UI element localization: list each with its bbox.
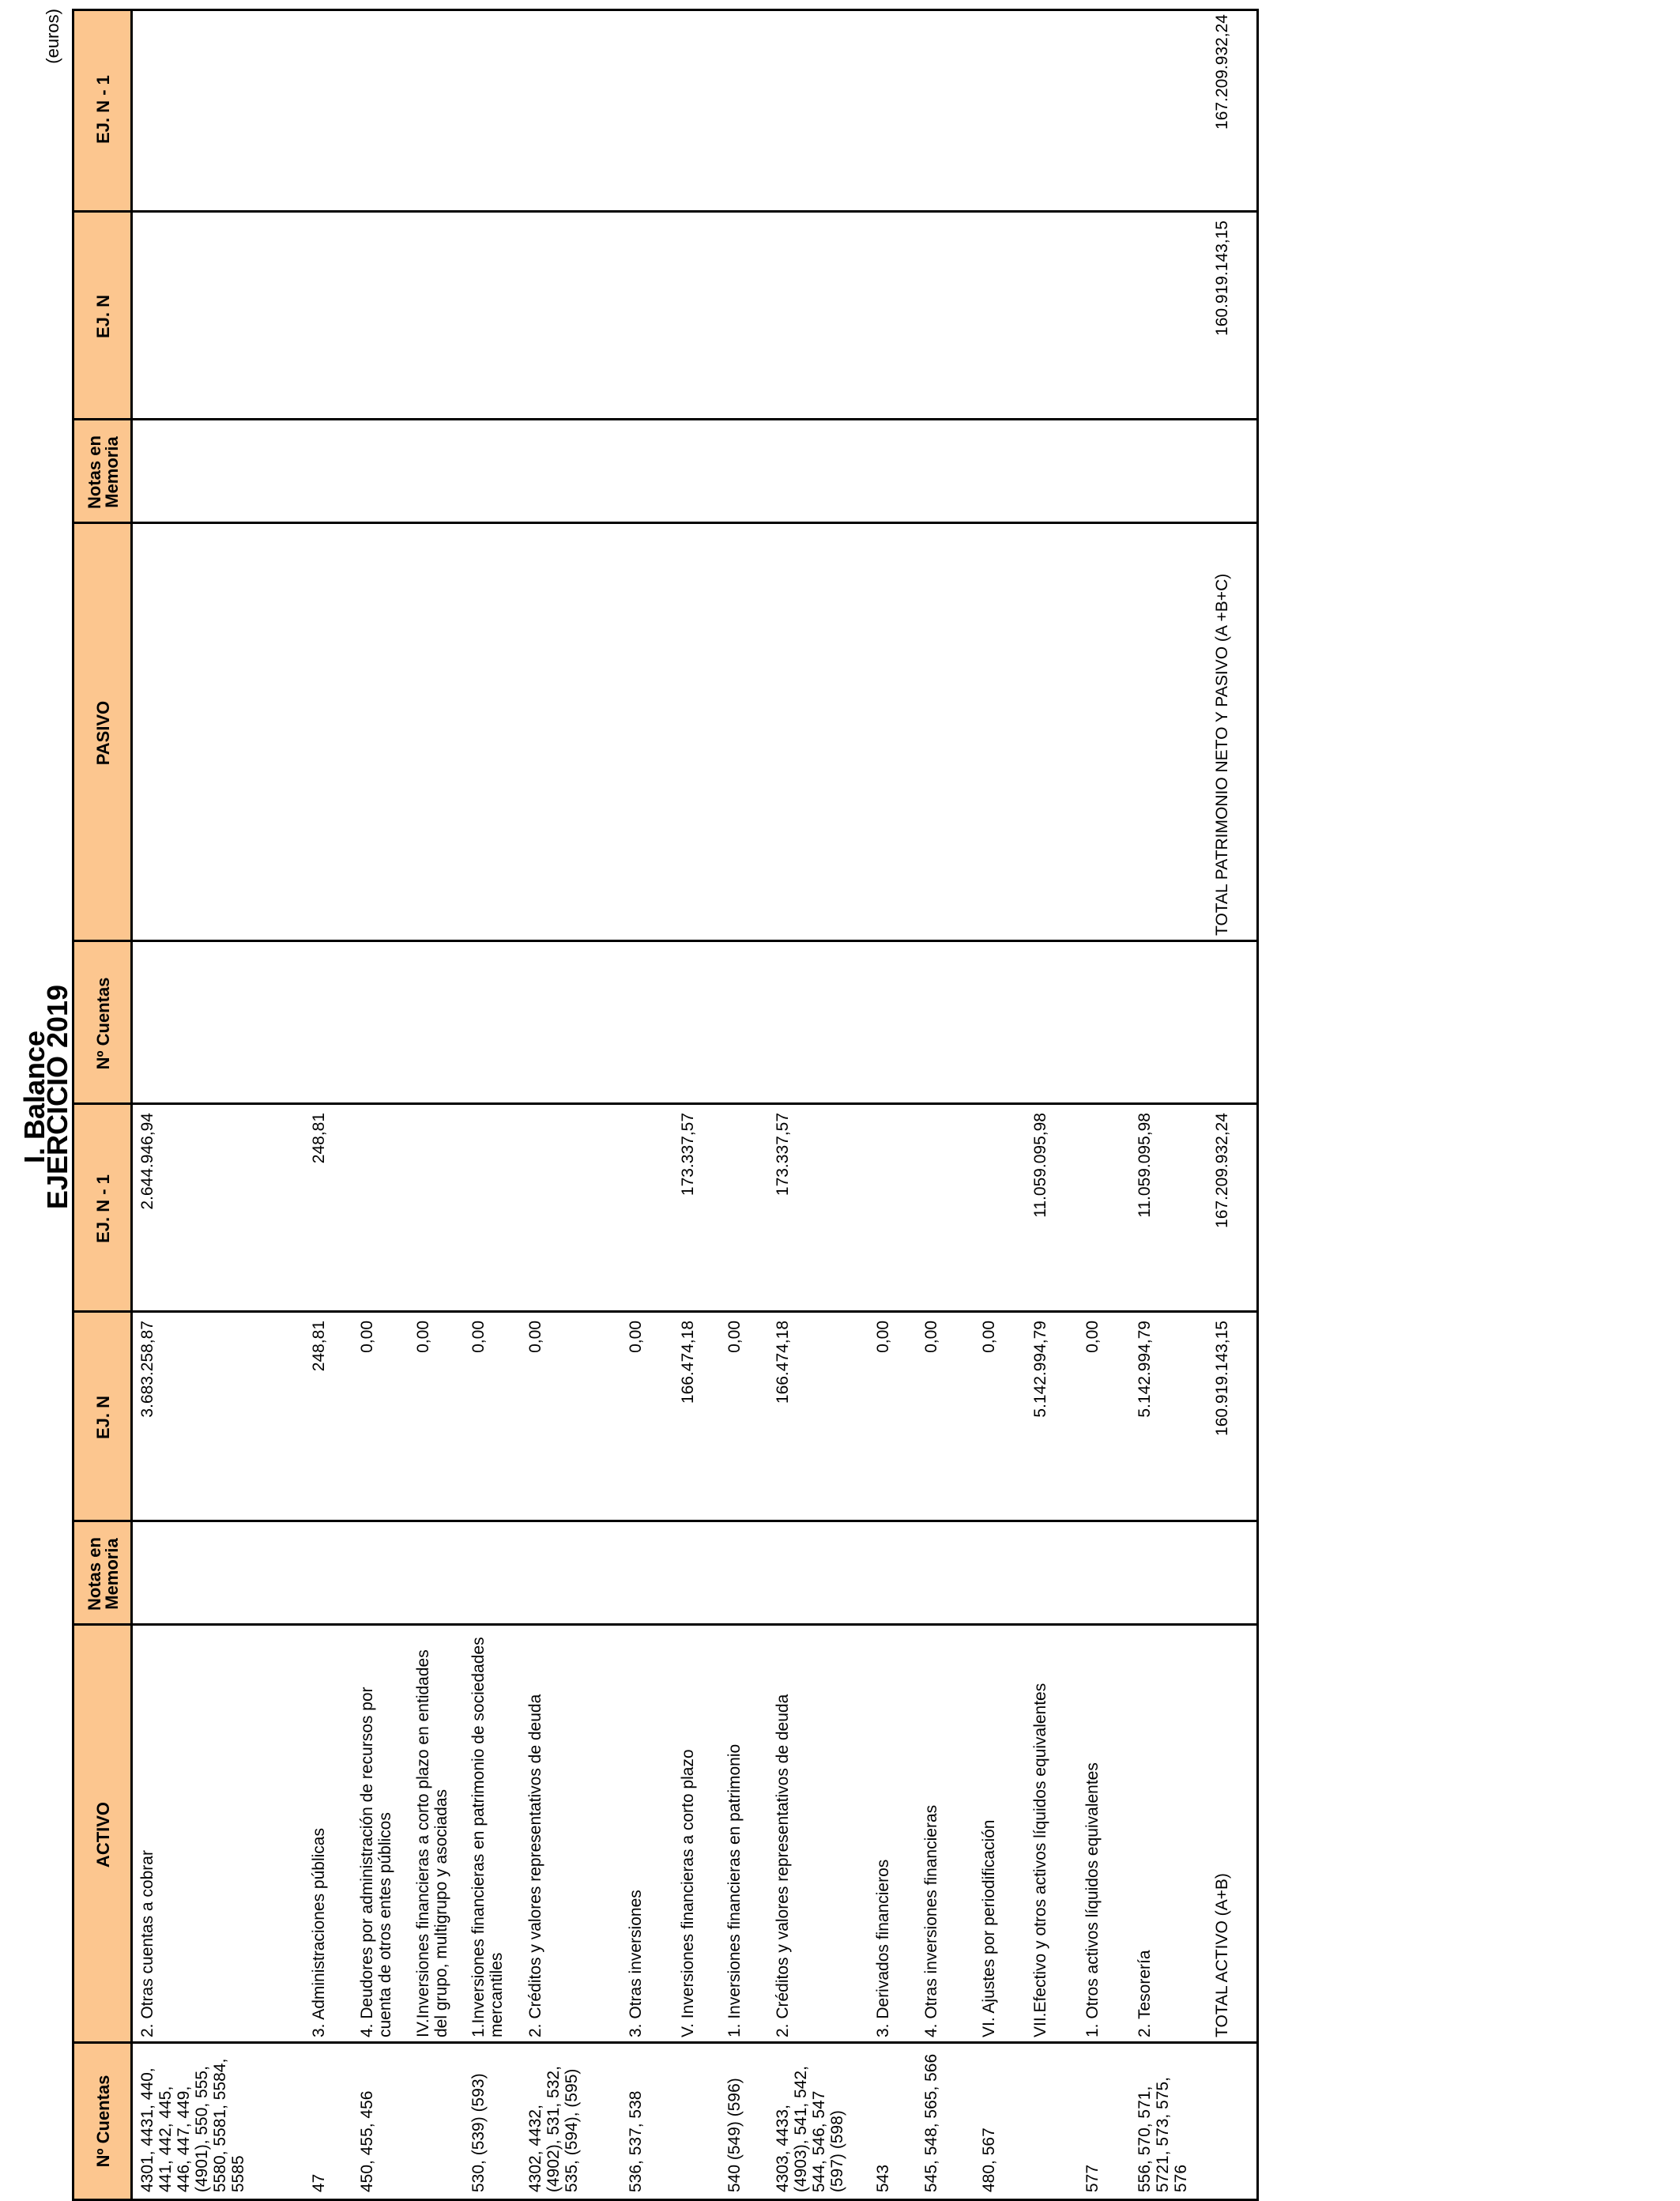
row-12-concepto: 4. Otras inversiones financieras	[922, 1804, 940, 2037]
row-2-ej-n: 248,81	[310, 1321, 328, 1372]
row-15-concepto: 1. Otros activos líquidos equivalentes	[1083, 1762, 1102, 2037]
row-12-cuentas: 545, 548, 565, 566	[922, 2053, 940, 2192]
row-11-cuentas: 543	[874, 2164, 892, 2192]
row-10-cuentas: 4303, 4433, (4903), 541, 542, 544, 546, 547 (597) (598)	[774, 2066, 846, 2192]
row-13-cuentas: 480, 567	[980, 2128, 998, 2192]
column-divider	[74, 1520, 1256, 1522]
row-5-ej-n: 0,00	[469, 1321, 488, 1353]
row-13-concepto: VI. Ajustes por periodificación	[980, 1819, 998, 2037]
row-5-concepto: 1.Inversiones financieras en patrimonio de sociedades mercantiles	[469, 1637, 506, 2037]
row-8-ej-n1: 173.337,57	[679, 1113, 697, 1197]
header-cuentas-pasivo: Nº Cuentas	[93, 977, 113, 1070]
row-17-concepto: TOTAL ACTIVO (A+B)	[1213, 1873, 1231, 2037]
row-7-ej-n: 0,00	[627, 1321, 645, 1353]
row-8-ej-n: 166.474,18	[679, 1321, 697, 1404]
row-17-ej-n: 160.919.143,15	[1213, 1321, 1231, 1436]
column-divider	[74, 418, 1256, 420]
header-ej-n1-activo: EJ. N - 1	[93, 1174, 113, 1243]
row-3-cuentas: 450, 455, 456	[358, 2090, 376, 2192]
header-activo: ACTIVO	[93, 1801, 113, 1868]
row-16-ej-n1: 11.059.095,98	[1136, 1113, 1154, 1218]
row-5-cuentas: 530, (539) (593)	[469, 2073, 488, 2192]
column-divider	[74, 940, 1256, 942]
column-divider	[74, 522, 1256, 524]
pasivo-total-ej-n: 160.919.143,15	[1213, 220, 1231, 336]
pasivo-total-ej-n1: 167.209.932,24	[1213, 14, 1231, 130]
row-7-concepto: 3. Otras inversiones	[627, 1890, 645, 2037]
row-14-ej-n: 5.142.994,79	[1031, 1321, 1049, 1418]
balance-table	[72, 9, 1259, 2201]
row-1-cuentas: 4301, 4431, 440, 441, 442, 445, 446, 447, 449, (4901), 550, 555, 5580, 5581, 5584, 5585	[138, 2058, 247, 2192]
row-9-ej-n: 0,00	[725, 1321, 744, 1353]
row-8-concepto: V. Inversiones financieras a corto plazo	[679, 1749, 697, 2037]
row-10-ej-n: 166.474,18	[774, 1321, 792, 1404]
page-title: I. Balance	[18, 1030, 51, 1164]
column-divider	[74, 1310, 1256, 1313]
header-cuentas-activo: Nº Cuentas	[93, 2075, 113, 2168]
row-14-ej-n1: 11.059.095,98	[1031, 1113, 1049, 1218]
row-1-concepto: 2. Otras cuentas a cobrar	[138, 1850, 156, 2037]
header-notas-activo: Notas en Memoria	[85, 1537, 122, 1611]
header-ej-n1-pasivo: EJ. N - 1	[93, 75, 113, 144]
row-10-concepto: 2. Créditos y valores representativos de deuda	[774, 1694, 792, 2037]
column-divider	[74, 210, 1256, 213]
row-3-concepto: 4. Deudores por administración de recursos por cuenta de otros entes públicos	[358, 1687, 394, 2037]
row-4-concepto: IV.Inversiones financieras a corto plazo en entidades del grupo, multigrupo y asociadas	[414, 1649, 450, 2037]
header-ej-n-pasivo: EJ. N	[93, 294, 113, 339]
column-divider	[74, 2041, 1256, 2044]
row-16-ej-n: 5.142.994,79	[1136, 1321, 1154, 1418]
column-divider	[74, 1623, 1256, 1626]
row-11-ej-n: 0,00	[874, 1321, 892, 1353]
page-subtitle: EJERCICIO 2019	[41, 984, 73, 1210]
row-1-ej-n: 3.683.258,87	[138, 1321, 156, 1418]
row-14-concepto: VII.Efectivo y otros activos líquidos equivalentes	[1031, 1683, 1049, 2037]
row-11-concepto: 3. Derivados financieros	[874, 1859, 892, 2037]
units-label: (euros)	[43, 9, 62, 64]
row-16-concepto: 2. Tesorería	[1136, 1950, 1154, 2037]
row-2-cuentas: 47	[310, 2173, 328, 2192]
row-17-ej-n1: 167.209.932,24	[1213, 1113, 1231, 1228]
row-7-cuentas: 536, 537, 538	[627, 2090, 645, 2192]
row-6-concepto: 2. Créditos y valores representativos de deuda	[526, 1694, 544, 2037]
header-notas-pasivo: Notas en Memoria	[85, 435, 122, 509]
row-12-ej-n: 0,00	[922, 1321, 940, 1353]
row-15-cuentas: 577	[1083, 2164, 1102, 2192]
header-pasivo: PASIVO	[93, 700, 113, 766]
row-3-ej-n: 0,00	[358, 1321, 376, 1353]
row-15-ej-n: 0,00	[1083, 1321, 1102, 1353]
row-4-ej-n: 0,00	[414, 1321, 432, 1353]
column-divider	[74, 1102, 1256, 1105]
row-13-ej-n: 0,00	[980, 1321, 998, 1353]
row-9-cuentas: 540 (549) (596)	[725, 2078, 744, 2192]
row-6-cuentas: 4302, 4432, (4902), 531, 532, 535, (594), (595)	[526, 2066, 581, 2192]
row-9-concepto: 1. Inversiones financieras en patrimonio	[725, 1743, 744, 2037]
pasivo-total-concepto: TOTAL PATRIMONIO NETO Y PASIVO (A +B+C)	[1213, 573, 1231, 936]
row-10-ej-n1: 173.337,57	[774, 1113, 792, 1197]
row-16-cuentas: 556, 570, 571, 5721, 573, 575, 576	[1136, 2077, 1190, 2192]
row-2-ej-n1: 248,81	[310, 1113, 328, 1164]
row-2-concepto: 3. Administraciones públicas	[310, 1828, 328, 2037]
row-1-ej-n1: 2.644.946,94	[138, 1113, 156, 1210]
row-6-ej-n: 0,00	[526, 1321, 544, 1353]
header-ej-n-activo: EJ. N	[93, 1395, 113, 1440]
